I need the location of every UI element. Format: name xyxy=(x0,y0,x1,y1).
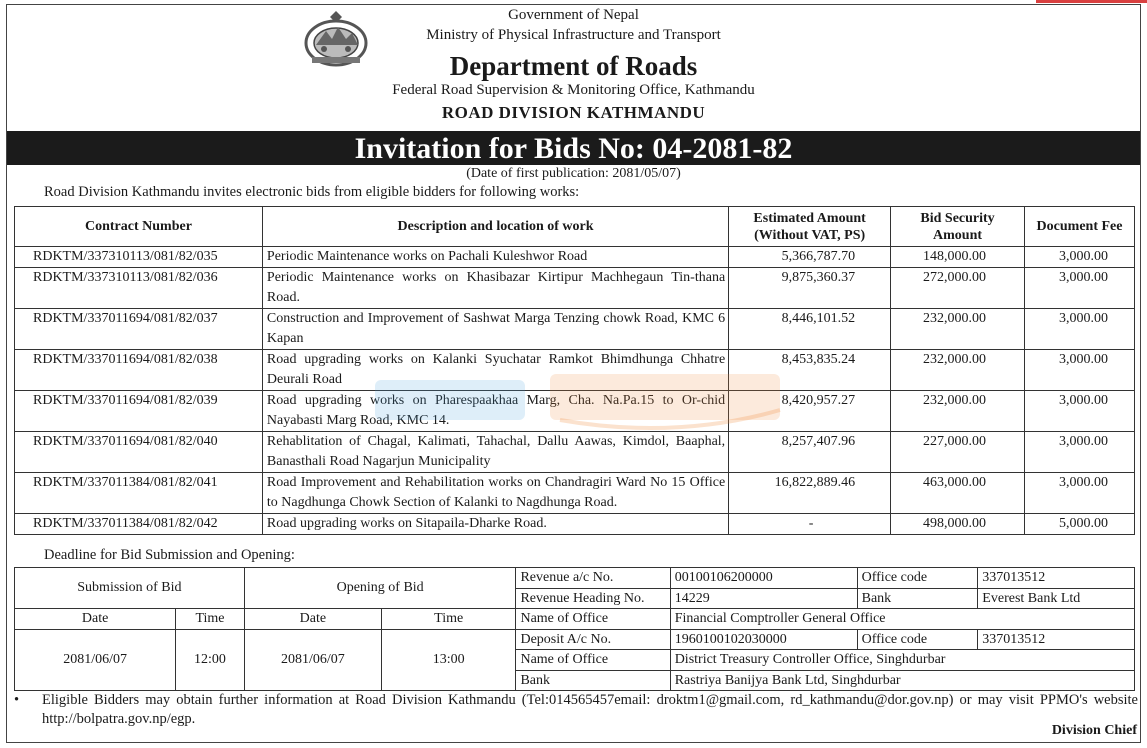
contract-number: RDKTM/337011694/081/82/039 xyxy=(15,391,263,432)
government-name: Government of Nepal xyxy=(508,7,639,23)
revenue-heading-label: Revenue Heading No. xyxy=(516,588,670,609)
publication-date: (Date of first publication: 2081/05/07) xyxy=(466,166,681,181)
revenue-heading-value: 14229 xyxy=(670,588,857,609)
estimated-amount: 8,453,835.24 xyxy=(729,350,891,391)
opening-of-bid-label: Opening of Bid xyxy=(244,568,516,609)
document-fee: 3,000.00 xyxy=(1025,473,1135,514)
bid-security: 232,000.00 xyxy=(891,309,1025,350)
header-estimate-line2: (Without VAT, PS) xyxy=(754,227,866,243)
estimated-amount: 8,446,101.52 xyxy=(729,309,891,350)
office-code-label: Office code xyxy=(857,568,978,589)
deposit-ac-value: 1960100102030000 xyxy=(670,629,857,650)
deposit-office-value: District Treasury Controller Office, Singhdurbar xyxy=(670,650,1134,671)
table-row xyxy=(15,247,1135,268)
submission-of-bid-label: Submission of Bid xyxy=(15,568,245,609)
bullet-mark: • xyxy=(14,692,20,708)
work-description: Road Improvement and Rehabilitation works on Chandragiri Ward No 15 Office to Nagdhunga Chowk Section of Kalanki to Nagdhunga Road. xyxy=(262,473,728,514)
header-security-line1: Bid Security xyxy=(920,210,995,226)
table-row xyxy=(15,350,1135,391)
intro-text: Road Division Kathmandu invites electronic bids from eligible bidders for following works: xyxy=(44,184,580,200)
header-description: Description and location of work xyxy=(262,207,728,247)
division-name: ROAD DIVISION KATHMANDU xyxy=(441,103,706,122)
signatory: Division Chief xyxy=(1051,723,1137,738)
header-estimate xyxy=(729,207,891,247)
table-row xyxy=(15,432,1135,473)
contract-number: RDKTM/337011384/081/82/041 xyxy=(15,473,263,514)
deposit-bank-value: Rastriya Banijya Bank Ltd, Singhdurbar xyxy=(670,670,1134,691)
work-description: Road upgrading works on Sitapaila-Dharke Road. xyxy=(262,514,728,535)
opening-date-label: Date xyxy=(244,609,381,630)
footer-note xyxy=(14,691,1138,729)
deposit-office-code-label: Office code xyxy=(857,629,978,650)
header-estimate-line1: Estimated Amount xyxy=(753,210,866,226)
title-banner: Invitation for Bids No: 04-2081-82 xyxy=(7,131,1140,165)
estimated-amount: 5,366,787.70 xyxy=(729,247,891,268)
bid-security: 272,000.00 xyxy=(891,268,1025,309)
name-of-office-label: Name of Office xyxy=(516,609,670,630)
estimated-amount: 9,875,360.37 xyxy=(729,268,891,309)
header-security xyxy=(891,207,1025,247)
work-description: Road upgrading works on Kalanki Syuchatar Ramkot Bhimdhunga Chhatre Deurali Road xyxy=(262,350,728,391)
estimated-amount: 8,420,957.27 xyxy=(729,391,891,432)
top-red-mark xyxy=(1036,0,1147,3)
work-description: Periodic Maintenance works on Pachali Kuleshwor Road xyxy=(262,247,728,268)
revenue-office-value: Financial Comptroller General Office xyxy=(670,609,1134,630)
submission-date-value: 2081/06/07 xyxy=(15,629,176,691)
submission-time-label: Time xyxy=(176,609,245,630)
deposit-bank-label: Bank xyxy=(516,670,670,691)
contract-number: RDKTM/337310113/081/82/036 xyxy=(15,268,263,309)
work-description: Construction and Improvement of Sashwat Marga Tenzing chowk Road, KMC 6 Kapan xyxy=(262,309,728,350)
contract-number: RDKTM/337310113/081/82/035 xyxy=(15,247,263,268)
document-fee: 3,000.00 xyxy=(1025,350,1135,391)
header-fee: Document Fee xyxy=(1025,207,1135,247)
office-code-value: 337013512 xyxy=(978,568,1135,589)
estimated-amount: 16,822,889.46 xyxy=(729,473,891,514)
document-fee: 3,000.00 xyxy=(1025,391,1135,432)
footer-note-text: Eligible Bidders may obtain further information at Road Division Kathmandu (Tel:014565457email: droktm1@gmail.com, rd_kathmandu@dor.gov.np) or may visit PPMO's website http://bolpatra.gov.np/egp. xyxy=(42,692,1138,727)
contract-number: RDKTM/337011384/081/82/042 xyxy=(15,514,263,535)
table-row xyxy=(15,268,1135,309)
deposit-ac-label: Deposit A/c No. xyxy=(516,629,670,650)
table-row xyxy=(15,473,1135,514)
bid-security: 463,000.00 xyxy=(891,473,1025,514)
revenue-ac-value: 00100106200000 xyxy=(670,568,857,589)
ministry-name: Ministry of Physical Infrastructure and Transport xyxy=(426,27,721,43)
deposit-office-label: Name of Office xyxy=(516,650,670,671)
document-fee: 3,000.00 xyxy=(1025,309,1135,350)
bid-security: 232,000.00 xyxy=(891,350,1025,391)
table-row xyxy=(15,309,1135,350)
contract-number: RDKTM/337011694/081/82/038 xyxy=(15,350,263,391)
work-description: Road upgrading works on Pharespaakhaa Marg, Cha. Na.Pa.15 to Or-chid Nayabasti Marg Road, KMC 14. xyxy=(262,391,728,432)
header-contract: Contract Number xyxy=(15,207,263,247)
revenue-bank-value: Everest Bank Ltd xyxy=(978,588,1135,609)
submission-time-value: 12:00 xyxy=(176,629,245,691)
document-fee: 3,000.00 xyxy=(1025,268,1135,309)
header-security-line2: Amount xyxy=(933,227,983,243)
estimated-amount: 8,257,407.96 xyxy=(729,432,891,473)
work-description: Periodic Maintenance works on Khasibazar Kirtipur Machhegaun Tin-thana Road. xyxy=(262,268,728,309)
department-name: Department of Roads xyxy=(449,51,698,81)
deadline-table xyxy=(14,567,1135,691)
contract-number: RDKTM/337011694/081/82/040 xyxy=(15,432,263,473)
opening-time-value: 13:00 xyxy=(381,629,516,691)
bid-security: 148,000.00 xyxy=(891,247,1025,268)
bid-security: 498,000.00 xyxy=(891,514,1025,535)
document-fee: 5,000.00 xyxy=(1025,514,1135,535)
work-description: Rehablitation of Chagal, Kalimati, Tahachal, Dallu Aawas, Kimdol, Baaphal, Banasthali Road Nagarjun Municipality xyxy=(262,432,728,473)
submission-date-label: Date xyxy=(15,609,176,630)
deadline-title: Deadline for Bid Submission and Opening: xyxy=(44,547,295,563)
deposit-office-code-value: 337013512 xyxy=(978,629,1135,650)
bid-security: 232,000.00 xyxy=(891,391,1025,432)
opening-date-value: 2081/06/07 xyxy=(244,629,381,691)
document-fee: 3,000.00 xyxy=(1025,432,1135,473)
table-row xyxy=(15,514,1135,535)
opening-time-label: Time xyxy=(381,609,516,630)
table-row xyxy=(15,391,1135,432)
office-name: Federal Road Supervision & Monitoring Office, Kathmandu xyxy=(392,82,755,98)
bank-label: Bank xyxy=(857,588,978,609)
contract-number: RDKTM/337011694/081/82/037 xyxy=(15,309,263,350)
works-table xyxy=(14,206,1135,535)
bid-security: 227,000.00 xyxy=(891,432,1025,473)
estimated-amount: - xyxy=(729,514,891,535)
document-fee: 3,000.00 xyxy=(1025,247,1135,268)
revenue-ac-label: Revenue a/c No. xyxy=(516,568,670,589)
